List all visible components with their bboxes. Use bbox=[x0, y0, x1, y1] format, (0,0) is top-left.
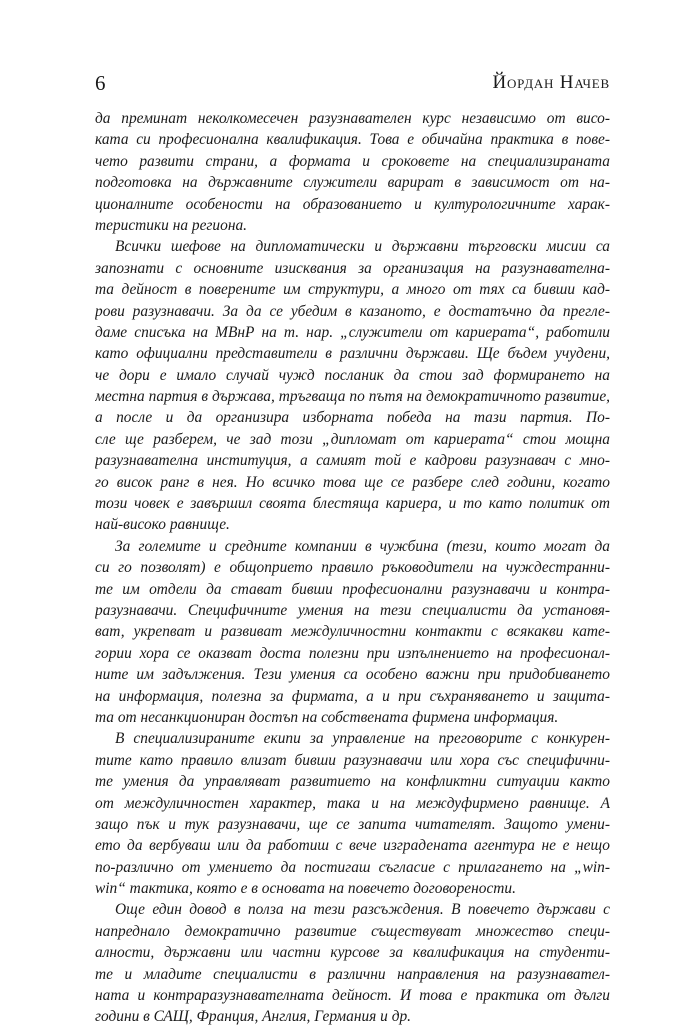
text-line: като официални представители в различни държави. Ще бъдем учудени, bbox=[95, 345, 610, 363]
text-line: сле ще разберем, че зад този „дипломат от кариерата“ стои мощна bbox=[95, 430, 610, 448]
text-line: подготовка на държавните служители варират в зависимост от на- bbox=[95, 174, 610, 192]
text-line: ната и контраразузнавателната дейност. И това е практика от дълги bbox=[95, 987, 610, 1005]
text-line: Още един довод в полза на тези разсъждения. В повечето държави с bbox=[115, 901, 610, 919]
text-line: те им отдели да стават бивши професионални разузнавачи и контра- bbox=[95, 580, 610, 598]
paragraph bbox=[95, 236, 610, 535]
text-line: За големите и средните компании в чужбина (тези, които могат да bbox=[115, 537, 610, 555]
text-line: рови разузнавачи. За да се убедим в казаното, е достатъчно да прегле- bbox=[95, 302, 610, 320]
text-line: теристики на региона. bbox=[95, 216, 247, 234]
text-line: този човек е завършил своята блестяща кариера, и то като политик от bbox=[95, 495, 610, 513]
text-line: ват, укрепват и развиват междуличностни контакти с всякакви кате- bbox=[95, 623, 610, 641]
text-line: защо пък и тук разузнавачи, ще се запита читателят. Защото умени- bbox=[95, 815, 610, 833]
text-line: го висок ранг в нея. Но всичко това ще се разбере след години, когато bbox=[95, 473, 610, 491]
text-line: години в САЩ, Франция, Англия, Германия и др. bbox=[95, 1008, 412, 1026]
paragraph bbox=[95, 728, 610, 899]
text-line: ката си професионална квалификация. Това е обичайна практика в пове- bbox=[95, 131, 610, 149]
text-line: даме списъка на МВнР на т. нар. „служители от кариерата“, работили bbox=[95, 323, 610, 341]
text-line: ето да вербуваш или да работиш с вече изградената агентура не е нещо bbox=[95, 837, 610, 855]
text-line: най-високо равнище. bbox=[95, 516, 230, 534]
text-line: на информация, полезна за фирмата, а и при съхраняването и защита- bbox=[95, 687, 610, 705]
paragraph bbox=[95, 108, 610, 236]
text-line: чето развити страни, а формата и сроковете на специализираната bbox=[95, 152, 610, 170]
text-line: запознати с основните изисквания за организация на разузнавателна- bbox=[95, 259, 610, 277]
text-line: напреднало демократично развитие съществуват множество специ- bbox=[95, 922, 610, 940]
text-line: разузнавателна институция, а самият той е кадрови разузнавач с мно- bbox=[95, 452, 610, 470]
text-line: те умения да управляват развитието на конфликтни ситуации както bbox=[95, 773, 610, 791]
text-line: алности, държавни или частни курсове за квалификация на студенти- bbox=[95, 944, 610, 962]
paragraph bbox=[95, 536, 610, 729]
text-line: тите като правило влизат бивши разузнавачи или хора със специфични- bbox=[95, 751, 610, 769]
text-line: Всички шефове на дипломатически и държавни търговски мисии са bbox=[115, 238, 610, 256]
text-line: а после и да организира изборната победа на тази партия. По- bbox=[95, 409, 610, 427]
text-line: та от несанкциониран достъп на собствената фирмена информация. bbox=[95, 708, 559, 726]
body-text bbox=[95, 108, 610, 1028]
text-line: разузнавачи. Специфичните умения на тези специалисти да установя- bbox=[95, 601, 610, 619]
text-line: че дори е имало случай чужд посланик да стои зад формирането на bbox=[95, 366, 610, 384]
text-line: си го позволят) е общоприето правило ръководители на чуждестранни- bbox=[95, 559, 610, 577]
paragraph bbox=[95, 899, 610, 1027]
text-line: да преминат неколкомесечен разузнавателен курс независимо от висо- bbox=[95, 110, 610, 127]
text-line: по-различно от умението да постигаш съгласие с прилагането на „win- bbox=[95, 858, 610, 876]
text-line: ционалните особености на образованието и културологичните харак- bbox=[95, 195, 610, 213]
author-name: Йордан Начев bbox=[492, 72, 610, 93]
text-line: те и младите специалисти в различни направления на разузнавател- bbox=[95, 965, 610, 983]
text-line: та дейност в поверените им структури, а много от тях са бивши кад- bbox=[95, 281, 610, 299]
text-line: местна партия в държава, тръгваща по пътя на демократичното развитие, bbox=[95, 388, 610, 406]
running-header bbox=[95, 68, 610, 98]
text-line: гории хора се оказват доста полезни при изпълнението на професионал- bbox=[95, 644, 610, 662]
text-line: В специализираните екипи за управление на преговорите с конкурен- bbox=[115, 730, 610, 748]
text-line: от междуличностен характер, така и на междуфирмено равнище. А bbox=[95, 794, 610, 812]
text-line: win“ тактика, която е в основата на повечето договорености. bbox=[95, 880, 516, 898]
page-number: 6 bbox=[95, 71, 106, 95]
text-line: ните им задължения. Тези умения са особено важни при придобиването bbox=[95, 666, 610, 684]
